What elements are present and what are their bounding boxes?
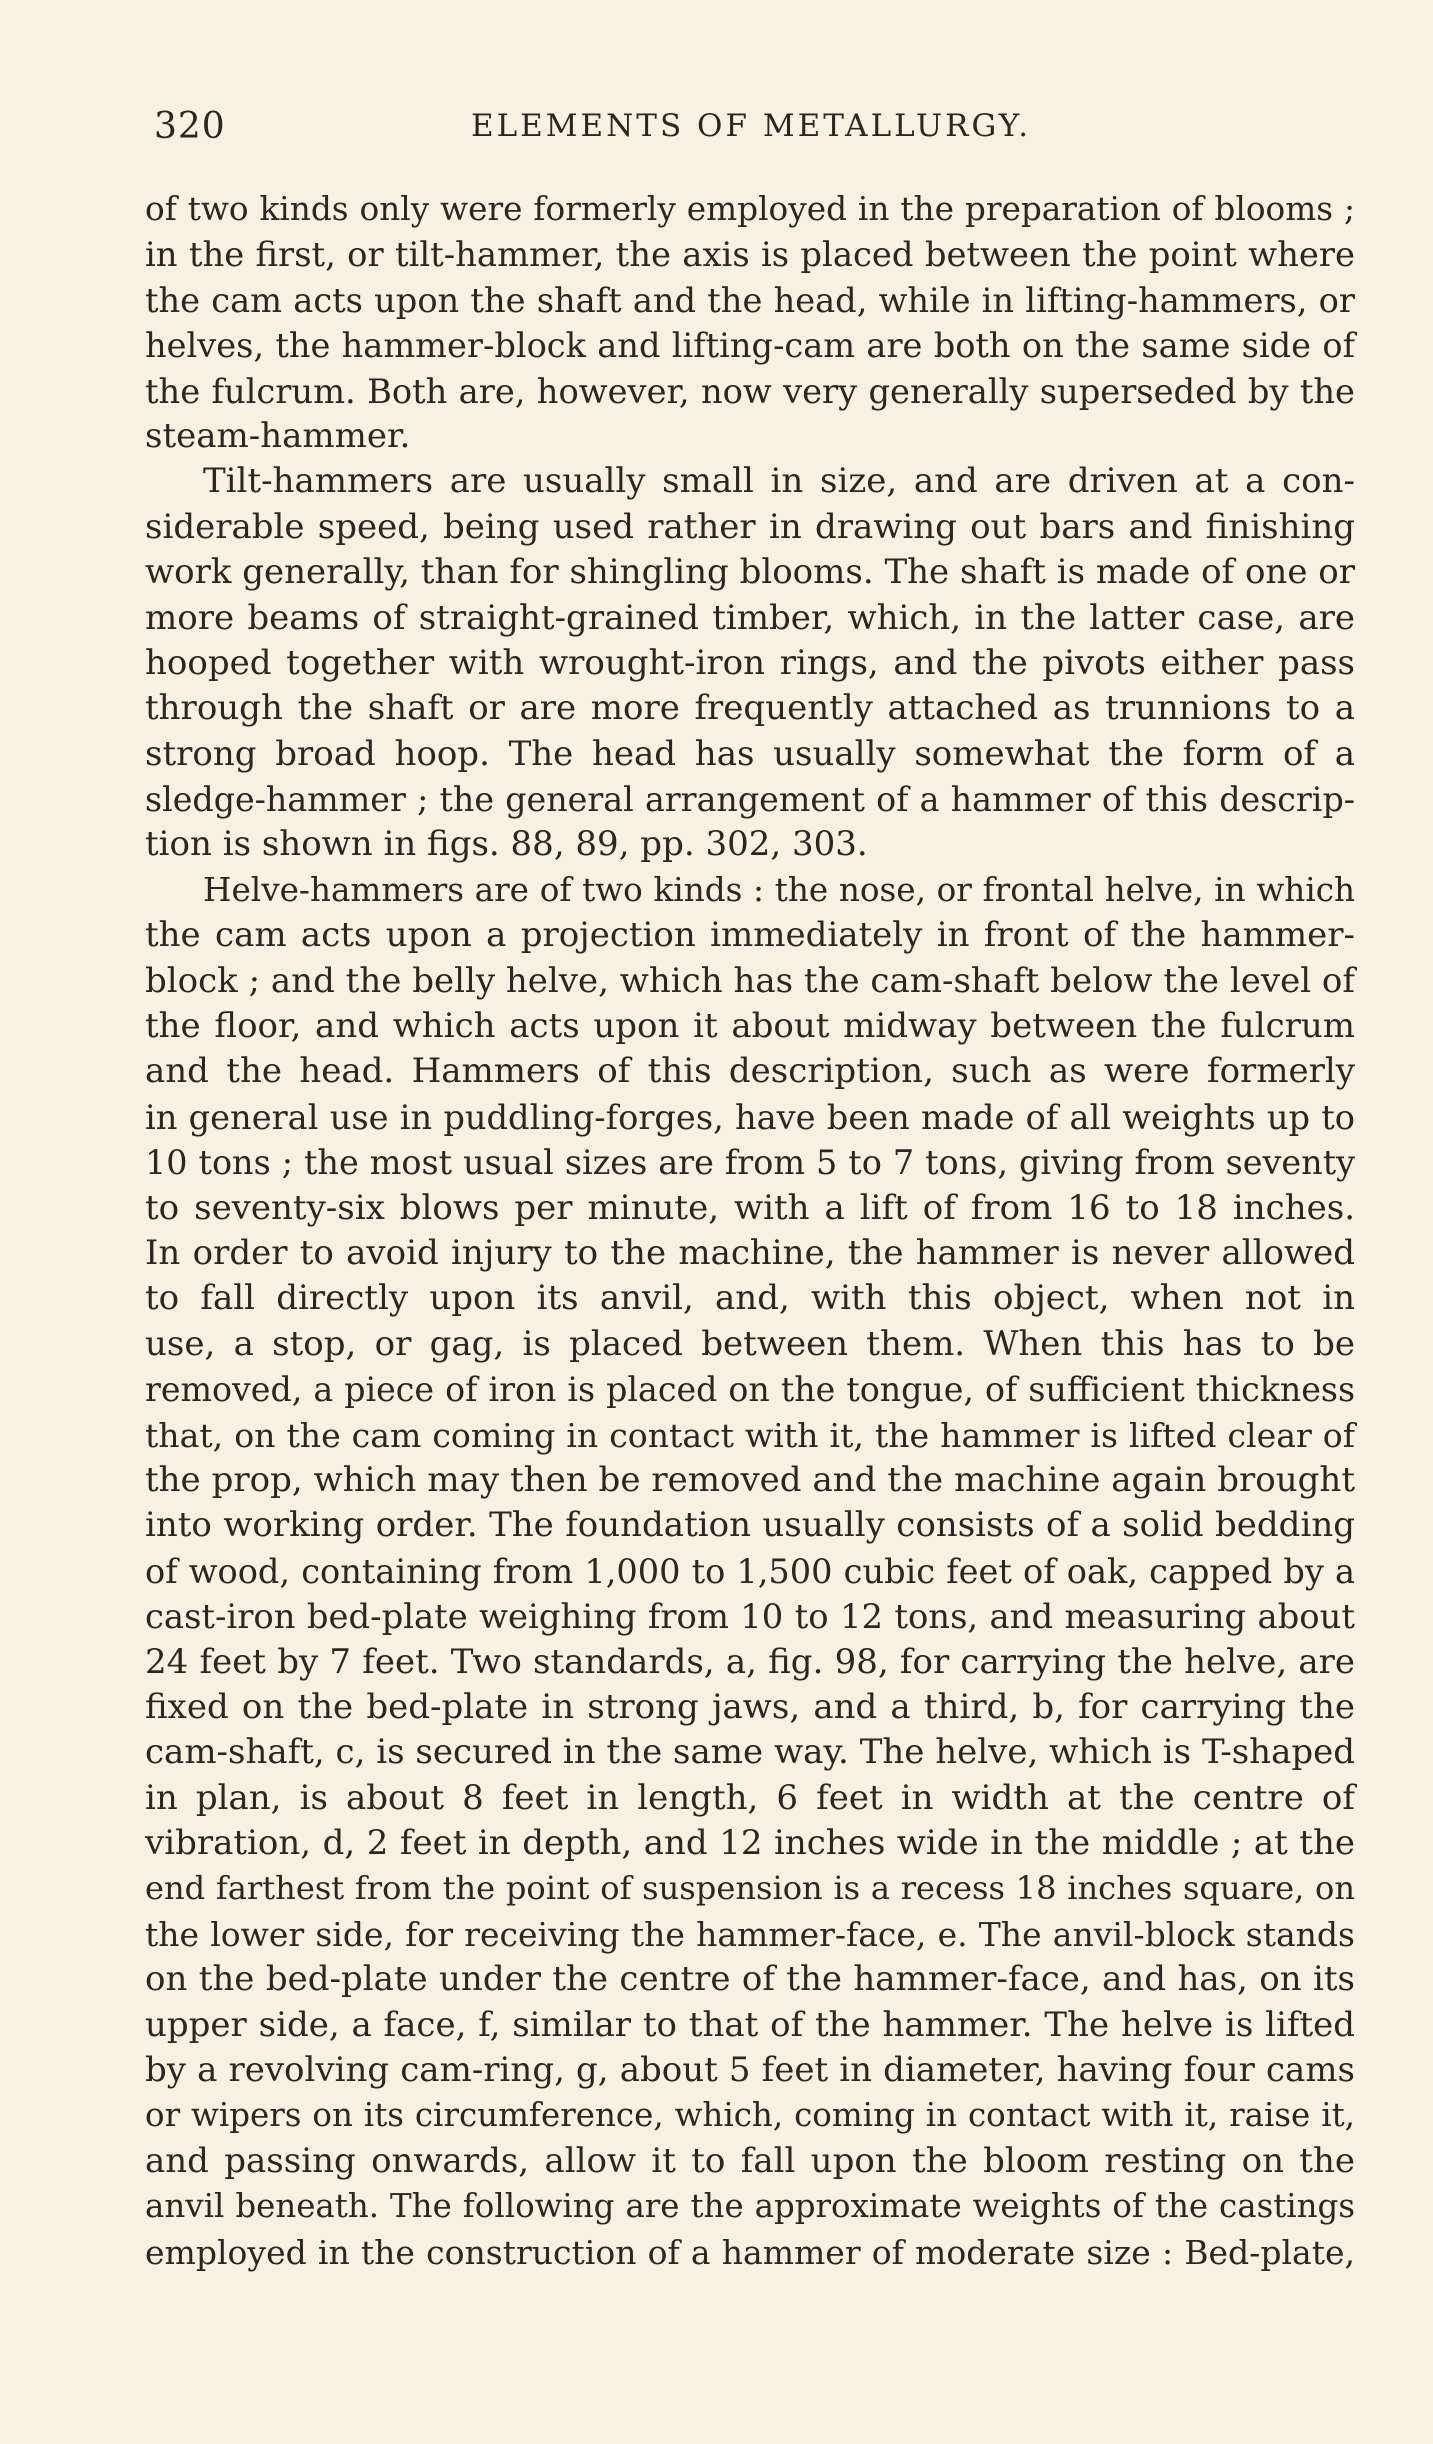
text-line: to fall directly upon its anvil, and, with this object, when not in [145, 1278, 1355, 1319]
text-line: removed, a piece of iron is placed on the tongue, of sufficient thickness [145, 1370, 1355, 1410]
text-line: the cam acts upon a projection immediately in front of the hammer- [145, 915, 1355, 956]
text-line: the fulcrum. Both are, however, now very generally superseded by the [145, 371, 1355, 411]
text-line: 24 feet by 7 feet. Two standards, a, fig. 98, for carrying the helve, are [145, 1641, 1355, 1682]
text-line: In order to avoid injury to the machine, the hammer is never allowed [145, 1232, 1355, 1273]
text-line: into working order. The foundation usually consists of a solid bedding [145, 1505, 1355, 1546]
text-line: use, a stop, or gag, is placed between them. When this has to be [145, 1323, 1355, 1364]
text-line: end farthest from the point of suspension is a recess 18 inches square, on [145, 1869, 1355, 1908]
text-line: in plan, is about 8 feet in length, 6 feet in width at the centre of [145, 1777, 1355, 1818]
text-line: strong broad hoop. The head has usually somewhat the form of a [145, 733, 1355, 774]
text-line: cam-shaft, c, is secured in the same way. The helve, which is T-shaped [145, 1732, 1355, 1773]
running-head [148, 106, 1354, 156]
text-line: that, on the cam coming in contact with it, the hammer is lifted clear of [145, 1415, 1355, 1455]
text-line: fixed on the bed-plate in strong jaws, and a third, b, for carrying the [145, 1686, 1355, 1727]
text-line: the floor, and which acts upon it about midway between the fulcrum [145, 1006, 1355, 1047]
text-line: and passing onwards, allow it to fall upon the bloom resting on the [145, 2140, 1355, 2181]
text-line: the cam acts upon the shaft and the head, while in lifting-hammers, or [145, 280, 1355, 320]
text-line: in general use in puddling-forges, have been made of all weights up to [145, 1097, 1355, 1137]
text-line: steam-hammer. [145, 415, 411, 456]
text-line: of two kinds only were formerly employed in the preparation of blooms ; [145, 190, 1355, 228]
running-title: ELEMENTS OF METALLURGY. [470, 108, 1032, 144]
text-line: sledge-hammer ; the general arrangement of a hammer of this descrip- [145, 780, 1355, 820]
text-line: or wipers on its circumference, which, coming in contact with it, raise it, [145, 2096, 1355, 2135]
text-line: to seventy-six blows per minute, with a lift of from 16 to 18 inches. [145, 1187, 1355, 1228]
text-line: through the shaft or are more frequently attached as trunnions to a [145, 688, 1355, 729]
text-line: and the head. Hammers of this description, such as were formerly [145, 1051, 1355, 1092]
text-line: cast-iron bed-plate weighing from 10 to 12 tons, and measuring about [145, 1597, 1355, 1637]
text-line: by a revolving cam-ring, g, about 5 feet in diameter, having four cams [145, 2050, 1355, 2091]
text-line: work generally, than for shingling blooms. The shaft is made of one or [145, 552, 1355, 593]
text-line: 10 tons ; the most usual sizes are from 5 to 7 tons, giving from seventy [145, 1143, 1355, 1183]
text-line: vibration, d, 2 feet in depth, and 12 inches wide in the middle ; at the [145, 1823, 1355, 1864]
text-line: tion is shown in figs. 88, 89, pp. 302, 303. [145, 824, 868, 865]
text-line: of wood, containing from 1,000 to 1,500 cubic feet of oak, capped by a [145, 1551, 1355, 1591]
text-line: more beams of straight-grained timber, which, in the latter case, are [145, 597, 1355, 638]
text-line: on the bed-plate under the centre of the hammer-face, and has, on its [145, 1959, 1355, 2000]
text-line: block ; and the belly helve, which has the cam-shaft below the level of [145, 960, 1355, 1001]
text-line: employed in the construction of a hammer of moderate size : Bed-plate, [145, 2232, 1355, 2272]
text-line: hooped together with wrought-iron rings, and the pivots either pass [145, 642, 1355, 683]
text-line: anvil beneath. The following are the approximate weights of the castings [145, 2187, 1355, 2226]
body-text [145, 187, 1355, 2275]
text-line: siderable speed, being used rather in drawing out bars and finishing [145, 506, 1355, 547]
text-line: Tilt-hammers are usually small in size, and are driven at a con- [203, 461, 1355, 502]
text-line: the lower side, for receiving the hammer-face, e. The anvil-block stands [145, 1914, 1355, 1954]
text-line: helves, the hammer-block and lifting-cam are both on the same side of [145, 326, 1355, 366]
text-line: upper side, a face, f, similar to that of the hammer. The helve is lifted [145, 2004, 1355, 2045]
page-number: 320 [154, 106, 226, 147]
text-line: Helve-hammers are of two kinds : the nose, or frontal helve, in which [203, 870, 1355, 909]
text-line: the prop, which may then be removed and the machine again brought [145, 1459, 1355, 1500]
text-line: in the first, or tilt-hammer, the axis is placed between the point where [145, 235, 1355, 275]
